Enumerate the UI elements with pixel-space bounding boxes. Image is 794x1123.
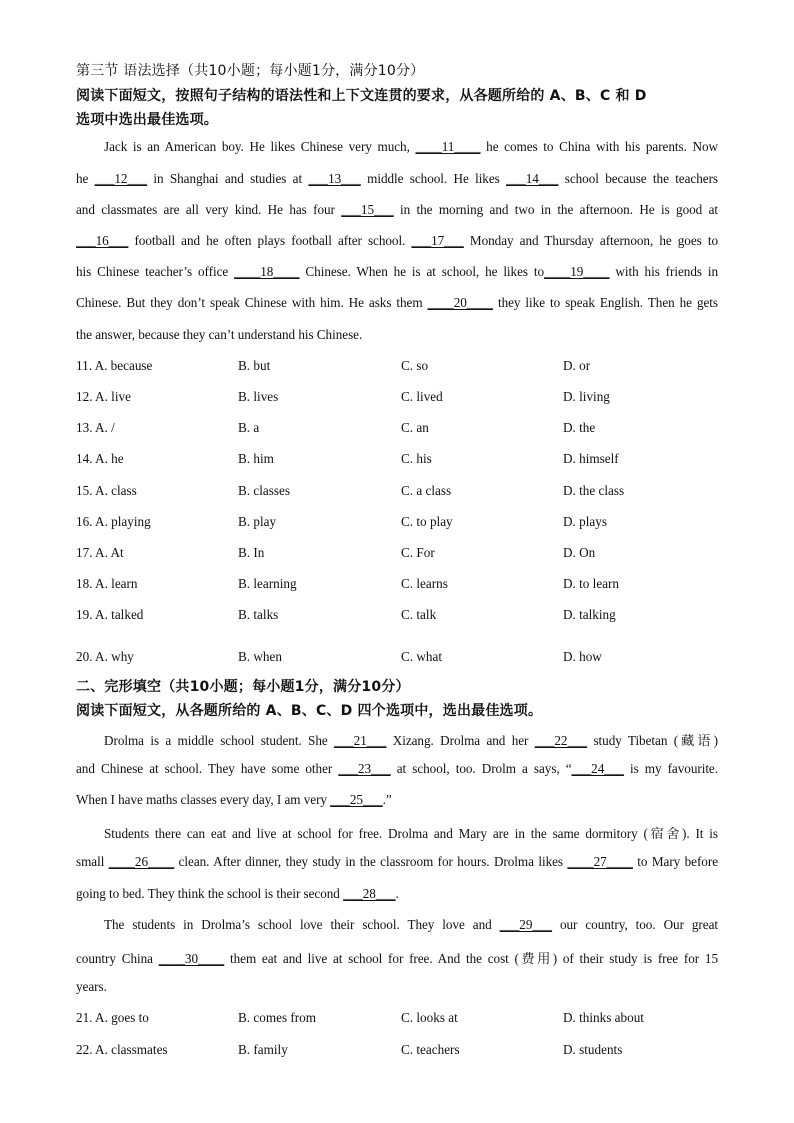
option-b[interactable]: B. lives [238, 389, 279, 404]
blank-26: ____26____ [108, 854, 175, 869]
passage2-line: When I have maths classes every day, I am very ___25___.” [76, 792, 392, 807]
option-b[interactable]: B. In [238, 545, 265, 560]
blank-29: ___29___ [499, 917, 552, 932]
option-a[interactable]: 17. A. At [76, 545, 124, 560]
option-d[interactable]: D. the class [563, 483, 625, 498]
section3-title: 第三节 语法选择（共10小题；每小题1分，满分10分） [76, 63, 425, 79]
blank-23: ___23___ [338, 761, 391, 776]
option-c[interactable]: C. what [401, 649, 443, 664]
option-a[interactable]: 14. A. he [76, 451, 124, 466]
blank-14: ___14___ [506, 171, 559, 186]
option-a[interactable]: 21. A. goes to [76, 1010, 149, 1025]
blank-27: ____27____ [567, 854, 633, 869]
passage1-line: Chinese. But they don’t speak Chinese with him. He asks them ____20____ they like to speak English. Then he gets [76, 295, 718, 310]
blank-22: ___22___ [534, 733, 588, 748]
blank-25: ___25___ [330, 792, 383, 807]
passage1-line: and classmates are all very kind. He has four ___15___ in the morning and two in the afternoon. He is good at [76, 202, 718, 217]
option-d[interactable]: D. On [563, 545, 596, 560]
passage2-line: The students in Drolma’s school love their school. They love and ___29___ our country, too. Our great [104, 917, 718, 932]
option-b[interactable]: B. learning [238, 576, 297, 591]
blank-19: ____19____ [544, 264, 610, 279]
blank-21: ___21___ [334, 733, 387, 748]
option-a[interactable]: 18. A. learn [76, 576, 138, 591]
option-a[interactable]: 20. A. why [76, 649, 134, 664]
option-d[interactable]: D. himself [563, 451, 619, 466]
question-row-22 [76, 1042, 718, 1060]
option-a[interactable]: 12. A. live [76, 389, 131, 404]
blank-18: ____18____ [234, 264, 300, 279]
question-row-13 [76, 420, 718, 438]
passage2-line: small ____26____ clean. After dinner, they study in the classroom for hours. Drolma likes ____27____ to Mary before [76, 854, 719, 869]
blank-30: ____30____ [158, 951, 225, 966]
option-b[interactable]: B. but [238, 358, 271, 373]
option-c[interactable]: C. learns [401, 576, 448, 591]
passage2-line: Students there can eat and live at school for free. Drolma and Mary are in the same dormitory (宿舍). It is [104, 826, 718, 841]
blank-15: ___15___ [341, 202, 394, 217]
passage1-line: he ___12___ in Shanghai and studies at ___13___ middle school. He likes ___14___ school because the teachers [76, 171, 718, 186]
option-b[interactable]: B. play [238, 514, 277, 529]
passage1-line: ___16___ football and he often plays football after school. ___17___ Monday and Thursday afternoon, he goes to [76, 233, 718, 248]
option-d[interactable]: D. plays [563, 514, 607, 529]
option-d[interactable]: D. to learn [563, 576, 620, 591]
question-row-17 [76, 545, 718, 563]
option-c[interactable]: C. talk [401, 607, 437, 622]
option-a[interactable]: 15. A. class [76, 483, 137, 498]
blank-11: ____11____ [415, 139, 481, 154]
option-d[interactable]: D. or [563, 358, 591, 373]
passage1-line: the answer, because they can’t understand his Chinese. [76, 327, 363, 342]
blank-28: ___28___ [343, 886, 396, 901]
option-c[interactable]: C. an [401, 420, 429, 435]
option-b[interactable]: B. family [238, 1042, 288, 1057]
blank-24: ___24___ [571, 761, 624, 776]
option-b[interactable]: B. comes from [238, 1010, 317, 1025]
option-c[interactable]: C. to play [401, 514, 453, 529]
question-row-16 [76, 514, 718, 532]
option-d[interactable]: D. students [563, 1042, 623, 1057]
option-b[interactable]: B. a [238, 420, 260, 435]
option-b[interactable]: B. classes [238, 483, 291, 498]
option-c[interactable]: C. a class [401, 483, 452, 498]
section2-instruction: 阅读下面短文，从各题所给的 A、B、C、D 四个选项中，选出最佳选项。 [76, 703, 543, 719]
blank-12: ___12___ [94, 171, 148, 186]
option-b[interactable]: B. talks [238, 607, 279, 622]
option-a[interactable]: 13. A. / [76, 420, 115, 435]
section2-title: 二、完形填空（共10小题；每小题1分，满分10分） [76, 679, 410, 695]
blank-16: ___16___ [76, 233, 129, 248]
blank-13: ___13___ [308, 171, 361, 186]
question-row-14 [76, 451, 718, 469]
option-d[interactable]: D. the [563, 420, 596, 435]
passage1-line: his Chinese teacher’s office ____18____ Chinese. When he is at school, he likes to____19____ with his friends in [76, 264, 718, 279]
option-c[interactable]: C. For [401, 545, 435, 560]
section3-instruction-line1: 阅读下面短文，按照句子结构的语法性和上下文连贯的要求，从各题所给的 A、B、C 和 D [76, 88, 647, 104]
passage2-line: country China ____30____ them eat and live at school for free. And the cost (费用) of their study is free for 15 [76, 951, 718, 966]
blank-17: ___17___ [411, 233, 464, 248]
section3-instruction-line2: 选项中选出最佳选项。 [76, 112, 218, 128]
question-row-20 [76, 649, 718, 667]
option-b[interactable]: B. him [238, 451, 274, 466]
passage1-line: Jack is an American boy. He likes Chinese very much, ____11____ he comes to China with his parents. Now [104, 139, 719, 154]
question-row-18 [76, 576, 718, 594]
question-row-15 [76, 483, 718, 501]
blank-20: ____20____ [427, 295, 493, 310]
option-b[interactable]: B. when [238, 649, 282, 664]
option-c[interactable]: C. his [401, 451, 432, 466]
option-d[interactable]: D. how [563, 649, 602, 664]
option-a[interactable]: 16. A. playing [76, 514, 151, 529]
passage2-line: years. [76, 979, 107, 994]
option-a[interactable]: 22. A. classmates [76, 1042, 168, 1057]
passage2-line: and Chinese at school. They have some other ___23___ at school, too. Drolm a says, “___24___ is my favourite. [76, 761, 718, 776]
question-row-11 [76, 358, 718, 376]
option-c[interactable]: C. teachers [401, 1042, 460, 1057]
option-d[interactable]: D. talking [563, 607, 616, 622]
question-row-21 [76, 1010, 718, 1028]
passage2-line: Drolma is a middle school student. She ___21___ Xizang. Drolma and her ___22___ study Tibetan (藏语) [104, 733, 718, 748]
passage2-line: going to bed. They think the school is their second ___28___. [76, 886, 399, 901]
option-a[interactable]: 11. A. because [76, 358, 153, 373]
option-c[interactable]: C. so [401, 358, 429, 373]
option-c[interactable]: C. looks at [401, 1010, 458, 1025]
option-d[interactable]: D. living [563, 389, 610, 404]
question-row-12 [76, 389, 718, 407]
option-a[interactable]: 19. A. talked [76, 607, 144, 622]
question-row-19 [76, 607, 718, 625]
option-d[interactable]: D. thinks about [563, 1010, 644, 1025]
option-c[interactable]: C. lived [401, 389, 443, 404]
